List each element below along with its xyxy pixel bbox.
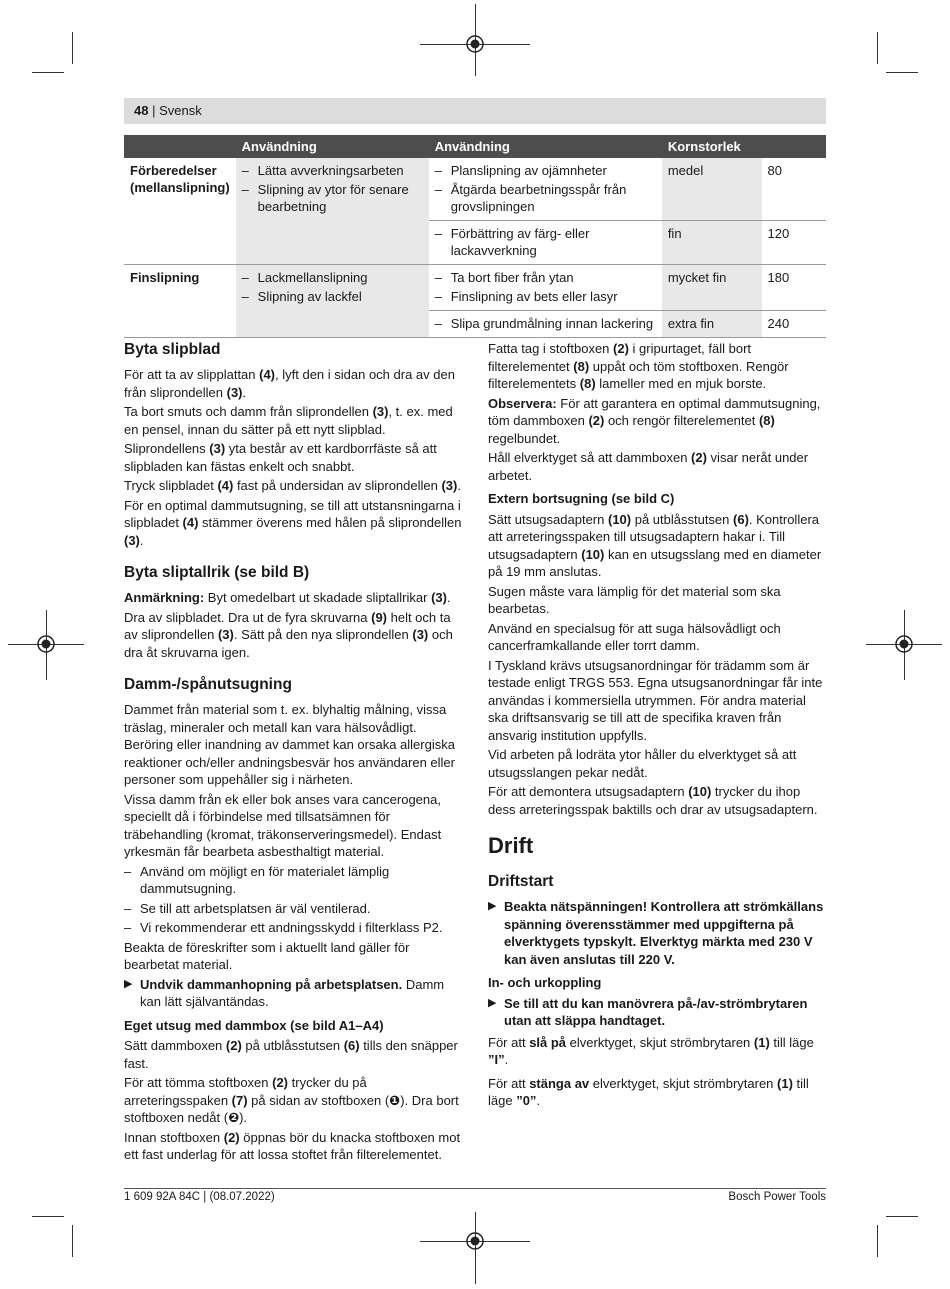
paragraph: För en optimal dammutsugning, se till att utstansningarna i slipbladet (4) stämmer överens med hålen på sliprondellen (3). (124, 497, 462, 548)
paragraph: Ta bort smuts och damm från sliprondellen (3), t. ex. med en pensel, innan du sätter på ett nytt slipblad. (124, 404, 453, 437)
paragraph: Vid arbeten på lodräta ytor håller du elverktyget så att utsugsslangen pekar nedåt. (488, 747, 797, 780)
section-heading: Byta slipblad (124, 341, 221, 358)
paragraph: I Tyskland krävs utsugsanordningar för trädamm som är testade enligt TRGS 553. Egna utsugsanordningar får inte användas i kommersiella utrymmen. För andra material ska driftsansvarig se till att de specifika kraven från ansvarig institution uppfylls. (488, 657, 823, 743)
warning-item: ▶ Beakta nätspänningen! Kontrollera att strömkällans spänning överensstämmer med uppgifterna på elverktygets typskylt. Elverktyg märkta med 230 V kan även anslutas till 220 V. (488, 899, 824, 967)
paragraph: Håll elverktyget så att dammboxen (2) visar neråt under arbetet. (488, 450, 809, 483)
crop-mark (32, 72, 64, 73)
paragraph: För att tömma stoftboxen (2) trycker du på arreteringsspaken (7) på sidan av stoftboxen (❶). Dra bort stoftboxen nedåt (❷). (124, 1075, 459, 1125)
grit-cell: 240 (762, 311, 826, 338)
footer-doc-number: 1 609 92A 84C | (08.07.2022) (124, 1191, 275, 1203)
list-item: – Slipning av ytor för senare bearbetning (242, 181, 423, 215)
list-item: – Åtgärda bearbetningsspår från grovslipningen (435, 181, 656, 215)
section-heading: Byta sliptallrik (se bild B) (124, 564, 310, 581)
paragraph: Sätt dammboxen (2) på utblåsstutsen (6) tills den snäpper fast. (124, 1038, 458, 1071)
table-header-cell: Användning (236, 135, 429, 158)
list-item: – Ta bort fiber från ytan (435, 269, 656, 286)
section-heading: Driftstart (488, 873, 554, 890)
left-column (124, 340, 462, 1166)
crop-mark (886, 72, 918, 73)
paragraph: Vissa damm från ek eller bok anses vara cancerogena, speciellt då i förbindelse med tillsatsämnen för träbehandling (kromat, träkonserveringsmedel). Endast yrkesmän får bearbeta asbesthaltigt material. (124, 791, 442, 859)
page-number: 48 (134, 103, 149, 118)
paragraph: Innan stoftboxen (2) öppnas bör du knacka stoftboxen mot ett fast underlag för att lossa stoftet från filterelementet. (124, 1129, 461, 1162)
footer-divider (124, 1188, 826, 1189)
list-item: – Använd om möjligt en för materialet lämplig dammutsugning. (124, 863, 462, 898)
row-label: Finslipning (124, 265, 236, 338)
grade-cell: extra fin (662, 311, 762, 338)
grade-cell: mycket fin (662, 265, 762, 311)
paragraph: Observera: För att garantera en optimal dammutsugning, töm dammboxen (2) och rengör filterelementet (8) regelbundet. (488, 395, 821, 446)
list-item: – Se till att arbetsplatsen är väl ventilerad. (124, 900, 462, 918)
list-item: – Planslipning av ojämnheter (435, 162, 656, 179)
registration-mark-icon (464, 1230, 486, 1252)
subsection-heading: Eget utsug med dammbox (se bild A1–A4) (124, 1017, 384, 1033)
paragraph: Sugen måste vara lämplig för det material som ska bearbetas. (488, 583, 781, 616)
use-cell (236, 158, 429, 265)
use-cell (429, 265, 662, 311)
paragraph: Fatta tag i stoftboxen (2) i gripurtaget, fäll bort filterelementet (8) uppåt och töm stoftboxen. Rengör filterelementets (8) lameller med en mjuk borste. (488, 341, 789, 391)
use-cell (429, 311, 662, 338)
registration-mark-icon (893, 633, 915, 655)
table-header-cell (762, 135, 826, 158)
crop-mark (886, 1216, 918, 1217)
subsection-heading: In- och urkoppling (488, 975, 602, 990)
arrow-icon: ▶ (488, 900, 497, 912)
list-item: – Lackmellanslipning (242, 269, 423, 286)
list-item: – Slipning av lackfel (242, 288, 423, 305)
arrow-icon: ▶ (488, 996, 497, 1009)
arrow-icon: ▶ (124, 977, 133, 990)
section-heading: Damm-/spånutsugning (124, 676, 292, 693)
list-item: – Vi rekommenderar ett andningsskydd i filterklass P2. (124, 919, 462, 937)
right-column (488, 340, 826, 1112)
paragraph: Använd en specialsug för att suga hälsovådligt och cancerframkallande eller torrt damm. (488, 620, 781, 653)
table-row (124, 265, 826, 311)
grit-cell: 80 (767, 163, 782, 178)
paragraph: Tryck slipbladet (4) fast på undersidan av sliprondellen (3). (124, 478, 461, 493)
grit-cell: 180 (762, 265, 826, 311)
grit-table (124, 135, 826, 338)
grade-cell: medel (662, 158, 762, 221)
crop-mark (72, 32, 73, 64)
paragraph: För att slå på elverktyget, skjut strömbrytaren (1) till läge ”I”. (488, 1034, 814, 1067)
table-header-row (124, 135, 826, 158)
warning-item: ▶ Se till att du kan manövrera på-/av-strömbrytaren utan att släppa handtaget. (488, 995, 808, 1028)
table-header-cell: Användning (429, 135, 662, 158)
paragraph: Beakta de föreskrifter som i aktuellt land gäller för bearbetat material. (124, 939, 410, 972)
chapter-heading: Drift (488, 833, 534, 858)
registration-mark-icon (35, 633, 57, 655)
use-cell (429, 221, 662, 265)
paragraph: För att demontera utsugsadaptern (10) trycker du ihop dess arreteringsspak baktills och drar av utsugsadaptern. (488, 784, 818, 817)
paragraph: Dammet från material som t. ex. blyhaltig målning, vissa träslag, mineraler och metall kan vara hälsovådligt. Beröring eller inandning av dammet kan orsaka allergiska reaktioner och/eller andningsbesvär hos användaren eller personer som uppehåller sig i närheten. (124, 702, 455, 787)
warning-item: ▶ Undvik dammanhopning på arbetsplatsen. Damm kan lätt självantändas. (124, 976, 445, 1009)
subsection-heading: Extern bortsugning (se bild C) (488, 491, 675, 506)
paragraph: Sätt utsugsadaptern (10) på utblåsstutsen (6). Kontrollera att arreteringsspaken till utsugsadaptern hakar i. Till utsugsadaptern (10) kan en utsugsslang med en diameter på 19 mm anslutas. (488, 511, 822, 579)
table-row (124, 158, 826, 221)
list-item: – Lätta avverkningsarbeten (242, 162, 423, 179)
list-item: – Finslipning av bets eller lasyr (435, 288, 656, 305)
crop-mark (877, 32, 878, 64)
use-cell (236, 265, 429, 338)
paragraph: För att ta av slipplattan (4), lyft den i sidan och dra av den från sliprondellen (3). (124, 367, 455, 400)
table-header-cell: Kornstorlek (662, 135, 762, 158)
table-header-cell (124, 135, 236, 158)
header-language: Svensk (159, 103, 202, 118)
grade-cell: fin (662, 221, 762, 265)
paragraph: Dra av slipbladet. Dra ut de fyra skruvarna (9) helt och ta av sliprondellen (3). Sätt på den nya sliprondellen (3) och dra åt skruvarna igen. (124, 609, 453, 660)
grit-cell: 120 (762, 221, 826, 265)
paragraph: För att stänga av elverktyget, skjut strömbrytaren (1) till läge ”0”. (488, 1075, 809, 1108)
page-header (124, 98, 826, 124)
paragraph: Anmärkning: Byt omedelbart ut skadade sliptallrikar (3). (124, 590, 451, 605)
crop-mark (877, 1225, 878, 1257)
use-cell (429, 158, 662, 221)
paragraph: Sliprondellens (3) yta består av ett kardborrfäste så att slipbladen kan fästas enkelt och snabbt. (124, 441, 437, 474)
header-divider: | (152, 103, 156, 118)
row-label: Förberedelser (mellanslipning) (130, 163, 230, 195)
crop-mark (72, 1225, 73, 1257)
list-item: – Förbättring av färg- eller lackavverkning (435, 225, 656, 259)
footer-brand: Bosch Power Tools (728, 1191, 826, 1203)
registration-mark-icon (464, 33, 486, 55)
list-item: – Slipa grundmålning innan lackering (435, 315, 656, 332)
crop-mark (32, 1216, 64, 1217)
